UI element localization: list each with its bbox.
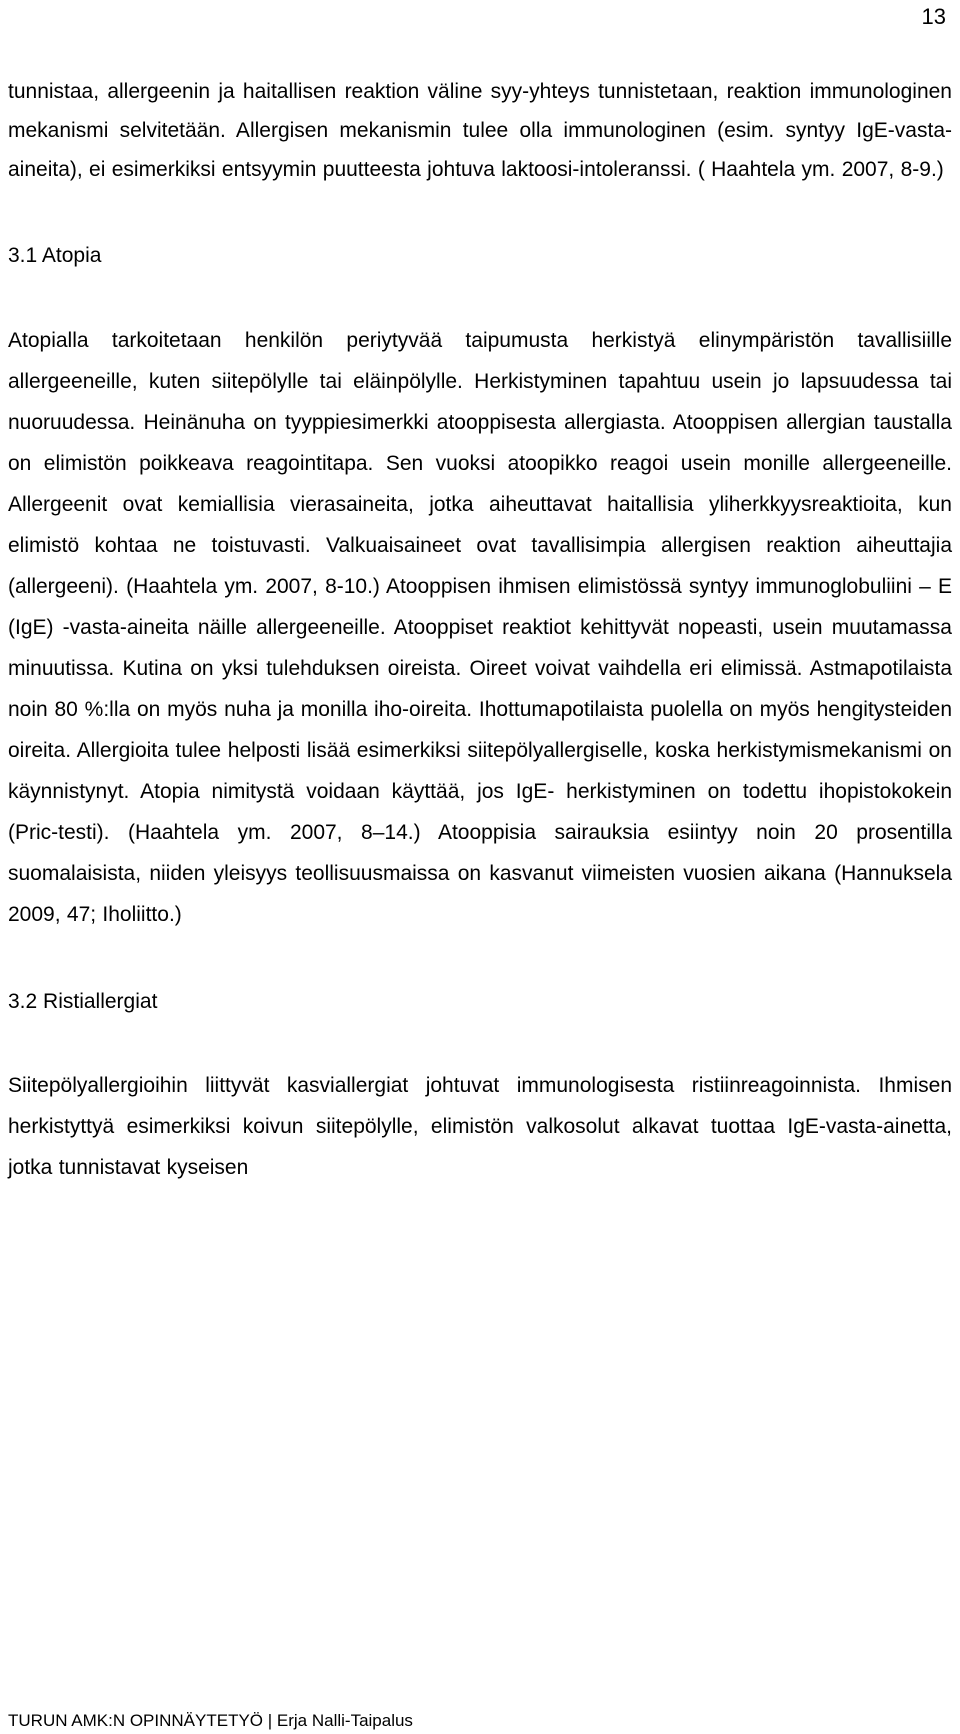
section-heading-ristiallergiat: 3.2 Ristiallergiat <box>8 990 158 1013</box>
page-number: 13 <box>921 4 946 29</box>
section-paragraph-atopia: Atopialla tarkoitetaan henkilön periytyvää taipumusta herkistyä elinympäristön tavallisiille allergeeneille, kuten siitepölylle tai eläinpölylle. Herkistyminen tapahtuu usein jo lapsuudessa tai nuoruudessa. Heinänuha on tyyppiesimerkki atooppisesta allergiasta. Atooppisen allergian taustalla on elimistön poikkeava reagointitapa. Sen vuoksi atoopikko reagoi usein monille allergeeneille. Allergeenit ovat kemiallisia vierasaineita, jotka aiheuttavat haitallisia yliherkkyysreaktioita, kun elimistö kohtaa ne toistuvasti. Valkuaisaineet ovat tavallisimpia allergisen reaktion aiheuttajia (allergeeni). (Haahtela ym. 2007, 8-10.) Atooppisen ihmisen elimistössä syntyy immunoglobuliini – E (IgE) -vasta-aineita näille allergeeneille. Atooppiset reaktiot kehittyvät nopeasti, usein muutamassa minuutissa. Kutina on yksi tulehduksen oireista. Oireet voivat vaihdella eri elimissä. Astmapotilaista noin 80 %:lla on myös nuha ja monilla iho-oireita. Ihottumapotilaista puolella on myös hengitysteiden oireita. Allergioita tulee helposti lisää esimerkiksi siitepölyallergiselle, koska herkistymismekanismi on käynnistynyt. Atopia nimitystä voidaan käyttää, jos IgE- herkistyminen on todettu ihopistokokein (Pric-testi). (Haahtela ym. 2007, 8–14.) Atooppisia sairauksia esiintyy noin 20 prosentilla suomalaisista, niiden yleisyys teollisuusmaissa on kasvanut viimeisten vuosien aikana (Hannuksela 2009, 47; Iholiitto.) <box>8 329 952 926</box>
footer: TURUN AMK:N OPINNÄYTETYÖ | Erja Nalli-Taipalus <box>8 1711 413 1730</box>
intro-paragraph: tunnistaa, allergeenin ja haitallisen reaktion väline syy-yhteys tunnistetaan, reaktion immunologinen mekanismi selvitetään. Allergisen mekanismin tulee olla immunologinen (esim. syntyy IgE-vasta-aineita), ei esimerkiksi entsyymin puutteesta johtuva laktoosi-intoleranssi. ( Haahtela ym. 2007, 8-9.) <box>8 80 952 181</box>
document-body <box>8 72 952 1188</box>
section-paragraph-ristiallergiat: Siitepölyallergioihin liittyvät kasviallergiat johtuvat immunologisesta ristiinreagoinnista. Ihmisen herkistyttyä esimerkiksi koivun siitepölylle, elimistön valkosolut alkavat tuottaa IgE-vasta-ainetta, jotka tunnistavat kyseisen <box>8 1074 952 1179</box>
section-heading-atopia: 3.1 Atopia <box>8 244 102 267</box>
